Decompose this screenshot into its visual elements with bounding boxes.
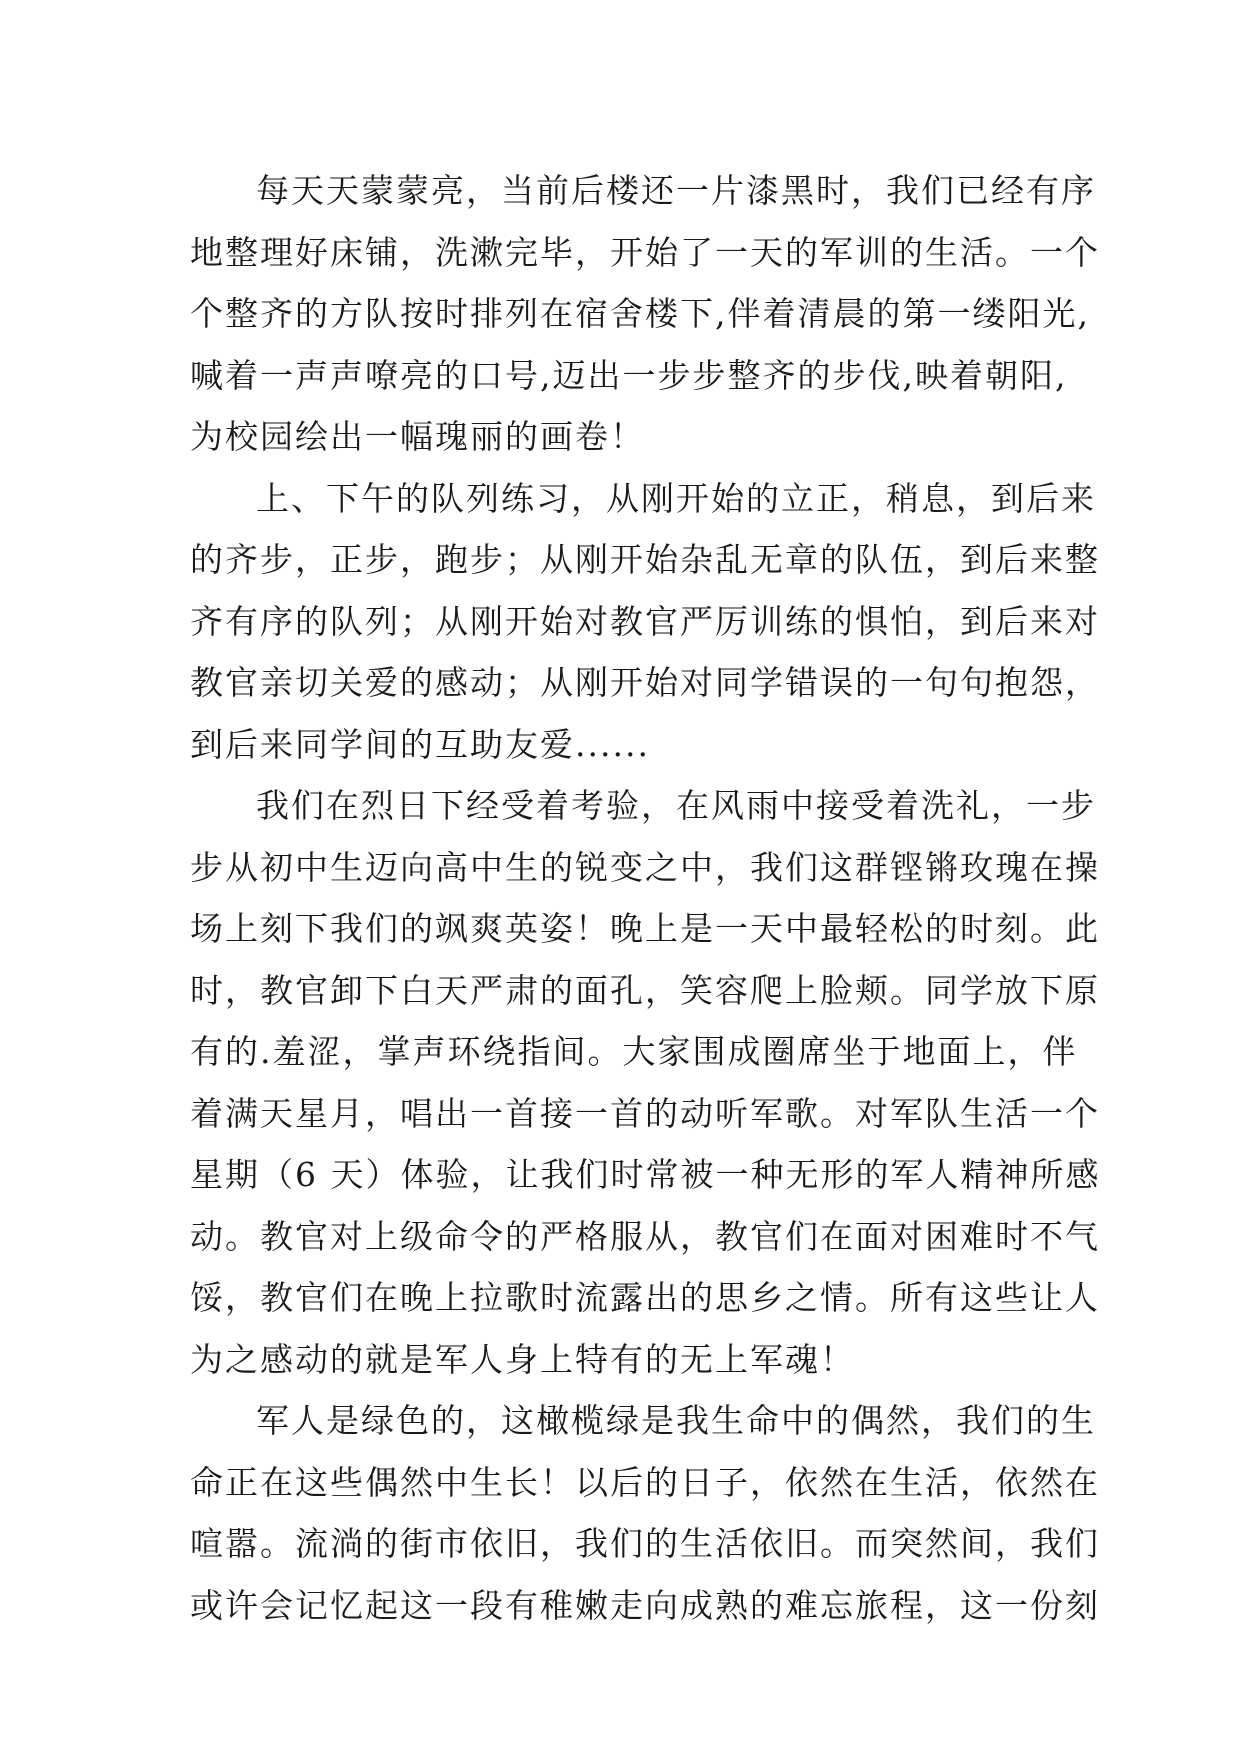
text-line: 的齐步，正步，跑步；从刚开始杂乱无章的队伍，到后来整 [190, 540, 1100, 579]
paragraph [190, 775, 1101, 1390]
text-line: 教官亲切关爱的感动；从刚开始对同学错误的一句句抱怨， [190, 663, 1100, 702]
text-line: 动。教官对上级命令的严格服从，教官们在面对困难时不气 [190, 1216, 1100, 1256]
text-line: 地整理好床铺，洗漱完毕，开始了一天的军训的生活。一个 [190, 232, 1100, 272]
text-line: 为校园绘出一幅瑰丽的画卷！ [190, 417, 645, 456]
text-line: 馁，教官们在晚上拉歌时流露出的思乡之情。所有这些让人 [190, 1278, 1100, 1317]
text-line: 每天天蒙蒙亮，当前后楼还一片漆黑时，我们已经有序 [256, 171, 1096, 210]
text-line: 命正在这些偶然中生长！以后的日子，依然在生活，依然在 [190, 1462, 1100, 1502]
text-line: 有的.羞涩，掌声环绕指间。大家围成圈席坐于地面上，伴 [190, 1032, 1078, 1071]
text-line: 星期（6 天）体验，让我们时常被一种无形的军人精神所感 [190, 1155, 1101, 1194]
paragraph [190, 468, 1100, 776]
text-line: 军人是绿色的，这橄榄绿是我生命中的偶然，我们的生 [256, 1401, 1096, 1440]
text-line: 场上刻下我们的飒爽英姿！晚上是一天中最轻松的时刻。此 [190, 909, 1100, 948]
paragraph [190, 1390, 1100, 1636]
text-line: 个整齐的方队按时排列在宿舍楼下,伴着清晨的第一缕阳光, [190, 294, 1090, 333]
text-line: 步从初中生迈向高中生的锐变之中，我们这群铿锵玫瑰在操 [190, 847, 1100, 887]
article-body [190, 160, 1101, 1636]
text-line: 喊着一声声嘹亮的口号,迈出一步步整齐的步伐,映着朝阳, [190, 355, 1068, 395]
text-line: 上、下午的队列练习，从刚开始的立正，稍息，到后来 [256, 478, 1096, 518]
text-line: 时，教官卸下白天严肃的面孔，笑容爬上脸颊。同学放下原 [190, 970, 1100, 1010]
text-line: 着满天星月，唱出一首接一首的动听军歌。对军队生活一个 [190, 1093, 1100, 1133]
text-line: 齐有序的队列；从刚开始对教官严厉训练的惧怕，到后来对 [190, 601, 1100, 641]
text-line: 到后来同学间的互助友爱...... [190, 724, 650, 764]
text-line: 为之感动的就是军人身上特有的无上军魂！ [190, 1339, 855, 1379]
text-line: 喧嚣。流淌的街市依旧，我们的生活依旧。而突然间，我们 [190, 1524, 1100, 1563]
text-line: 或许会记忆起这一段有稚嫩走向成熟的难忘旅程，这一份刻 [190, 1585, 1100, 1625]
text-line: 我们在烈日下经受着考验，在风雨中接受着洗礼，一步 [256, 786, 1096, 825]
paragraph [190, 160, 1100, 468]
